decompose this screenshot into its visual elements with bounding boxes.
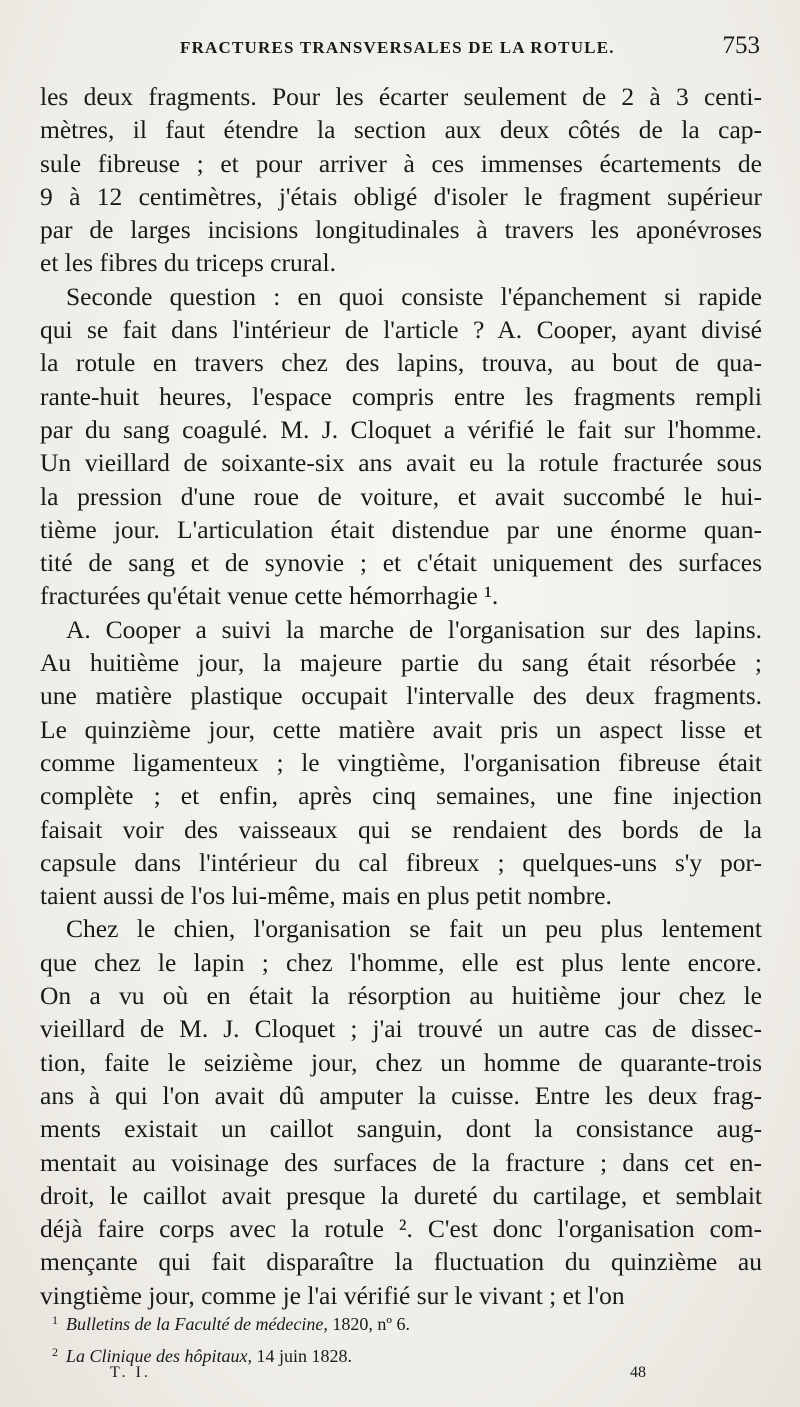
- text-line: mençante qui fait disparaître la fluctuation du quinzième au: [40, 1247, 762, 1277]
- text-line: que chez le lapin ; chez l'homme, elle est plus lente encore.: [40, 947, 762, 977]
- footnote-title: La Clinique des hôpitaux,: [66, 1346, 252, 1366]
- text-line: comme ligamenteux ; le vingtième, l'organisation fibreuse était: [40, 747, 762, 777]
- footnote-1: [52, 1306, 410, 1338]
- text-line: par du sang coagulé. M. J. Cloquet a vérifié le fait sur l'homme.: [40, 414, 762, 444]
- text-line: Au huitième jour, la majeure partie du sang était résorbée ;: [40, 648, 762, 678]
- text-line: On a vu où en était la résorption au huitième jour chez le: [40, 981, 762, 1011]
- text-line: tième jour. L'articulation était distendue par une énorme quan-: [40, 514, 762, 544]
- signature-volume: T. I.: [110, 1364, 151, 1381]
- footnotes: [52, 1306, 410, 1370]
- text-line: 9 à 12 centimètres, j'étais obligé d'isoler le fragment supérieur: [40, 181, 762, 211]
- running-title: FRACTURES TRANSVERSALES DE LA ROTULE.: [180, 38, 615, 57]
- text-line: complète ; et enfin, après cinq semaines, une fine injection: [40, 781, 762, 811]
- text-line: vingtième jour, comme je l'ai vérifié sur le vivant ; et l'on: [40, 1280, 625, 1310]
- text-line: une matière plastique occupait l'intervalle des deux fragments.: [40, 681, 762, 711]
- text-line: fracturées qu'était venue cette hémorrhagie ¹.: [40, 581, 499, 611]
- text-line: taient aussi de l'os lui-même, mais en plus petit nombre.: [40, 881, 612, 911]
- text-line: ments existait un caillot sanguin, dont la consistance aug-: [40, 1114, 762, 1144]
- text-line: Le quinzième jour, cette matière avait pris un aspect lisse et: [40, 714, 762, 744]
- text-line: les deux fragments. Pour les écarter seulement de 2 à 3 centi-: [40, 82, 762, 111]
- text-line: mentait au voisinage des surfaces de la fracture ; dans cet en-: [40, 1147, 762, 1177]
- text-line: tité de sang et de synovie ; et c'était uniquement des surfaces: [40, 548, 762, 578]
- page-number: 753: [722, 32, 760, 59]
- page-header: [40, 30, 760, 70]
- text-line: déjà faire corps avec la rotule ². C'est donc l'organisation com-: [40, 1214, 762, 1244]
- text-line: mètres, il faut étendre la section aux deux côtés de la cap-: [40, 115, 762, 145]
- text-line: la pression d'une roue de voiture, et avait succombé le hui-: [40, 481, 762, 511]
- text-line: sule fibreuse ; et pour arriver à ces immenses écartements de: [40, 148, 762, 178]
- text-line: par de larges incisions longitudinales à travers les aponévroses: [40, 215, 762, 245]
- text-line: ans à qui l'on avait dû amputer la cuisse. Entre les deux frag-: [40, 1080, 762, 1110]
- body-text: [40, 80, 762, 1312]
- text-line: rante-huit heures, l'espace compris entre les fragments rempli: [40, 381, 762, 411]
- text-line: A. Cooper a suivi la marche de l'organisation sur des lapins.: [66, 614, 762, 644]
- text-line: tion, faite le seizième jour, chez un homme de quarante-trois: [40, 1047, 762, 1077]
- text-line: Chez le chien, l'organisation se fait un peu plus lentement: [66, 914, 762, 944]
- text-line: capsule dans l'intérieur du cal fibreux ; quelques-uns s'y por-: [40, 847, 762, 877]
- footnote-mark: 1: [52, 1313, 58, 1327]
- text-line: qui se fait dans l'intérieur de l'article ? A. Cooper, ayant divisé: [40, 315, 762, 345]
- text-line: Seconde question : en quoi consiste l'épanchement si rapide: [66, 281, 762, 311]
- footnote-ref: 1820, nº 6.: [327, 1314, 410, 1334]
- text-line: et les fibres du triceps crural.: [40, 248, 336, 278]
- footnote-mark: 2: [52, 1345, 58, 1359]
- signature-sheet: 48: [630, 1364, 646, 1381]
- text-line: la rotule en travers chez des lapins, trouva, au bout de qua-: [40, 348, 762, 378]
- text-line: vieillard de M. J. Cloquet ; j'ai trouvé un autre cas de dissec-: [40, 1014, 762, 1044]
- text-line: droit, le caillot avait presque la dureté du cartilage, et semblait: [40, 1180, 762, 1210]
- footnote-ref: 14 juin 1828.: [252, 1346, 353, 1366]
- footnote-title: Bulletins de la Faculté de médecine,: [66, 1314, 328, 1334]
- text-line: Un vieillard de soixante-six ans avait eu la rotule fracturée sous: [40, 448, 762, 478]
- text-line: faisait voir des vaisseaux qui se rendaient des bords de la: [40, 814, 762, 844]
- footnote-2: [52, 1338, 410, 1370]
